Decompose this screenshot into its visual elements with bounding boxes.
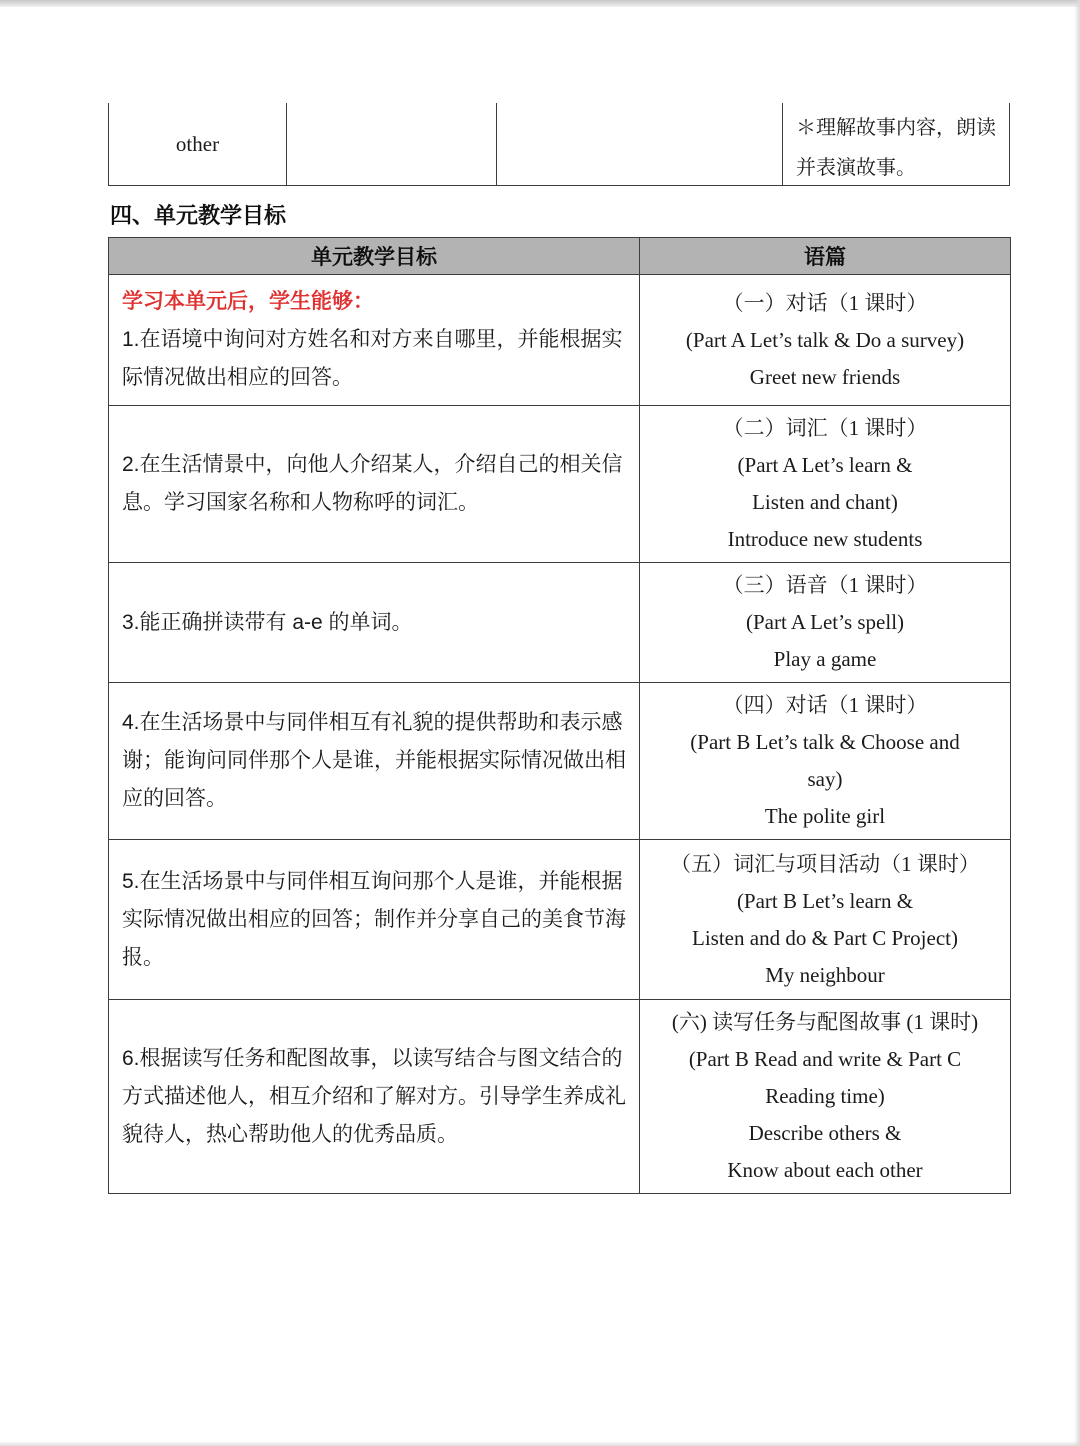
goal-cell	[109, 1000, 640, 1194]
fragment-cell-other: other	[108, 103, 287, 185]
text-line: （五）词汇与项目活动（1 课时）	[670, 851, 980, 876]
text-line: The polite girl	[764, 804, 886, 828]
table-row	[109, 1000, 1011, 1194]
scan-edge-right	[1074, 0, 1080, 1446]
fragment-cell-empty-2	[497, 103, 783, 185]
text-line: (Part B Let’s talk & Choose and	[690, 730, 960, 754]
goal-text: 4.在生活场景中与同伴相互有礼貌的提供帮助和表示感谢；能询问同伴那个人是谁，并能根据实际情况做出相应的回答。	[122, 711, 626, 810]
header-texts: 语篇	[640, 238, 1011, 275]
text-line: Reading time)	[765, 1084, 885, 1108]
goal-text: 3.能正确拼读带有 a-e 的单词。	[122, 610, 413, 634]
page-content	[108, 103, 1010, 1194]
text-line: (六) 读写任务与配图故事 (1 课时)	[671, 1010, 979, 1034]
text-line: (Part B Let’s learn &	[736, 888, 914, 913]
text-line: My neighbour	[765, 962, 885, 987]
text-line: (Part B Read and write & Part C	[688, 1047, 962, 1071]
text-line: Listen and do & Part C Project)	[692, 925, 958, 950]
goal-cell	[109, 406, 640, 563]
text-line: Know about each other	[727, 1158, 923, 1182]
table-row	[109, 275, 1011, 406]
text-cell	[640, 563, 1011, 683]
goal-text: 1.在语境中询问对方姓名和对方来自哪里，并能根据实际情况做出相应的回答。	[122, 328, 623, 389]
scan-edge-top	[0, 0, 1080, 7]
goal-text: 5.在生活场景中与同伴相互询问那个人是谁，并能根据实际情况做出相应的回答；制作并分享自己的美食节海报。	[122, 869, 626, 969]
text-line: Introduce new students	[727, 527, 923, 551]
table-header-row	[109, 238, 1011, 275]
text-line: Play a game	[773, 647, 877, 671]
text-cell	[640, 1000, 1011, 1194]
fragment-cell-story-note: ＊理解故事内容，朗读并表演故事。	[783, 103, 1010, 185]
goal-intro: 学习本单元后，学生能够：	[122, 290, 374, 313]
text-line: Describe others &	[748, 1121, 902, 1145]
goal-cell	[109, 563, 640, 683]
text-line: （一）对话（1 课时）	[722, 290, 928, 315]
table-row	[109, 840, 1011, 1000]
text-line: Greet new friends	[749, 364, 901, 389]
header-objectives: 单元教学目标	[109, 238, 640, 275]
goal-text: 2.在生活情景中，向他人介绍某人，介绍自己的相关信息。学习国家名称和人物称呼的词汇。	[122, 453, 623, 514]
text-cell	[640, 840, 1011, 1000]
goal-cell	[109, 683, 640, 840]
goal-text: 6.根据读写任务和配图故事，以读写结合与图文结合的方式描述他人，相互介绍和了解对方。引导学生养成礼貌待人，热心帮助他人的优秀品质。	[122, 1046, 626, 1146]
goal-cell	[109, 275, 640, 406]
text-cell	[640, 406, 1011, 563]
text-cell	[640, 275, 1011, 406]
text-line: (Part A Let’s spell)	[745, 610, 905, 634]
text-line: say)	[807, 767, 843, 791]
table-row	[109, 563, 1011, 683]
text-line: (Part A Let’s learn &	[737, 453, 913, 477]
table-row	[109, 683, 1011, 840]
text-line: （二）词汇（1 课时）	[722, 416, 928, 440]
text-cell	[640, 683, 1011, 840]
unit-objectives-table	[108, 237, 1011, 1194]
text-line: （四）对话（1 课时）	[722, 693, 928, 717]
text-line: Listen and chant)	[752, 490, 898, 514]
section-heading: 四、单元教学目标	[110, 203, 287, 228]
fragment-cell-empty-1	[287, 103, 497, 185]
text-line: （三）语音（1 课时）	[722, 573, 928, 597]
previous-table-fragment	[108, 103, 1010, 186]
scan-edge-bottom	[0, 1441, 1080, 1446]
text-line: (Part A Let’s talk & Do a survey)	[685, 327, 965, 352]
goal-cell	[109, 840, 640, 1000]
table-row	[109, 406, 1011, 563]
